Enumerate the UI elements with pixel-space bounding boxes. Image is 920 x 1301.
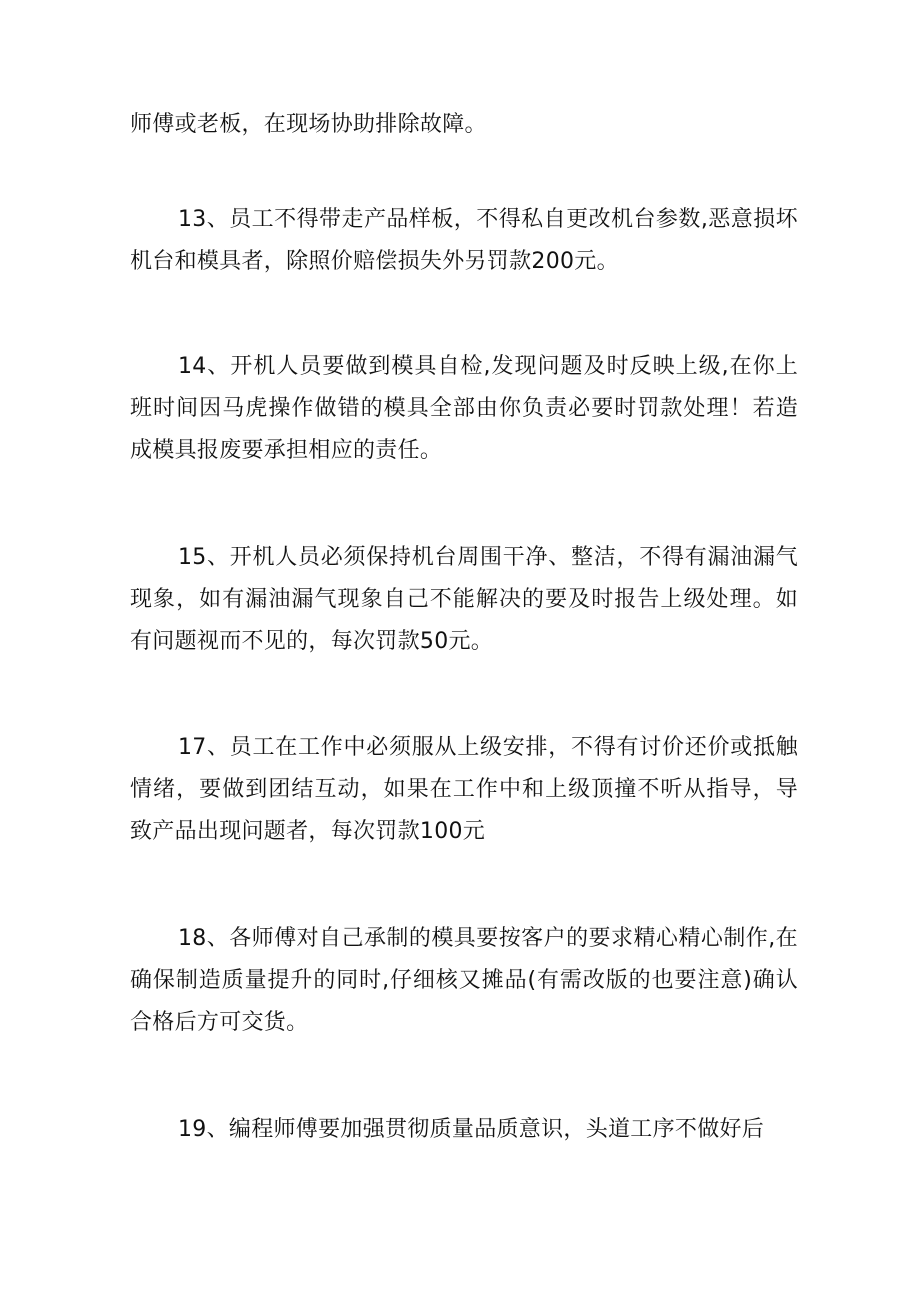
paragraph-rule-19: 19、编程师傅要加强贯彻质量品质意识，头道工序不做好后: [178, 1117, 765, 1142]
paragraph-rule-14: 14、开机人员要做到模具自检,发现问题及时反映上级,在你上班时间因马虎操作做错的模具全部由你负责必要时罚款处理！若造成模具报废要承担相应的责任。: [130, 354, 798, 463]
paragraph-continuation: 师傅或老板，在现场协助排除故障。: [130, 112, 487, 137]
paragraph-rule-15: 15、开机人员必须保持机台周围干净、整洁，不得有漏油漏气现象，如有漏油漏气现象自己不能解决的要及时报告上级处理。如有问题视而不见的，每次罚款50元。: [130, 545, 798, 654]
paragraph-rule-17: 17、员工在工作中必须服从上级安排，不得有讨价还价或抵触情绪，要做到团结互动，如果在工作中和上级顶撞不听从指导，导致产品出现问题者，每次罚款100元: [130, 735, 798, 844]
paragraph-rule-13: 13、员工不得带走产品样板，不得私自更改机台参数,恶意损坏机台和模具者，除照价赔偿损失外另罚款200元。: [130, 207, 798, 274]
paragraph-rule-18: 18、各师傅对自己承制的模具要按客户的要求精心精心制作,在确保制造质量提升的同时,仔细核又摊品(有需改版的也要注意)确认合格后方可交货。: [130, 926, 798, 1035]
